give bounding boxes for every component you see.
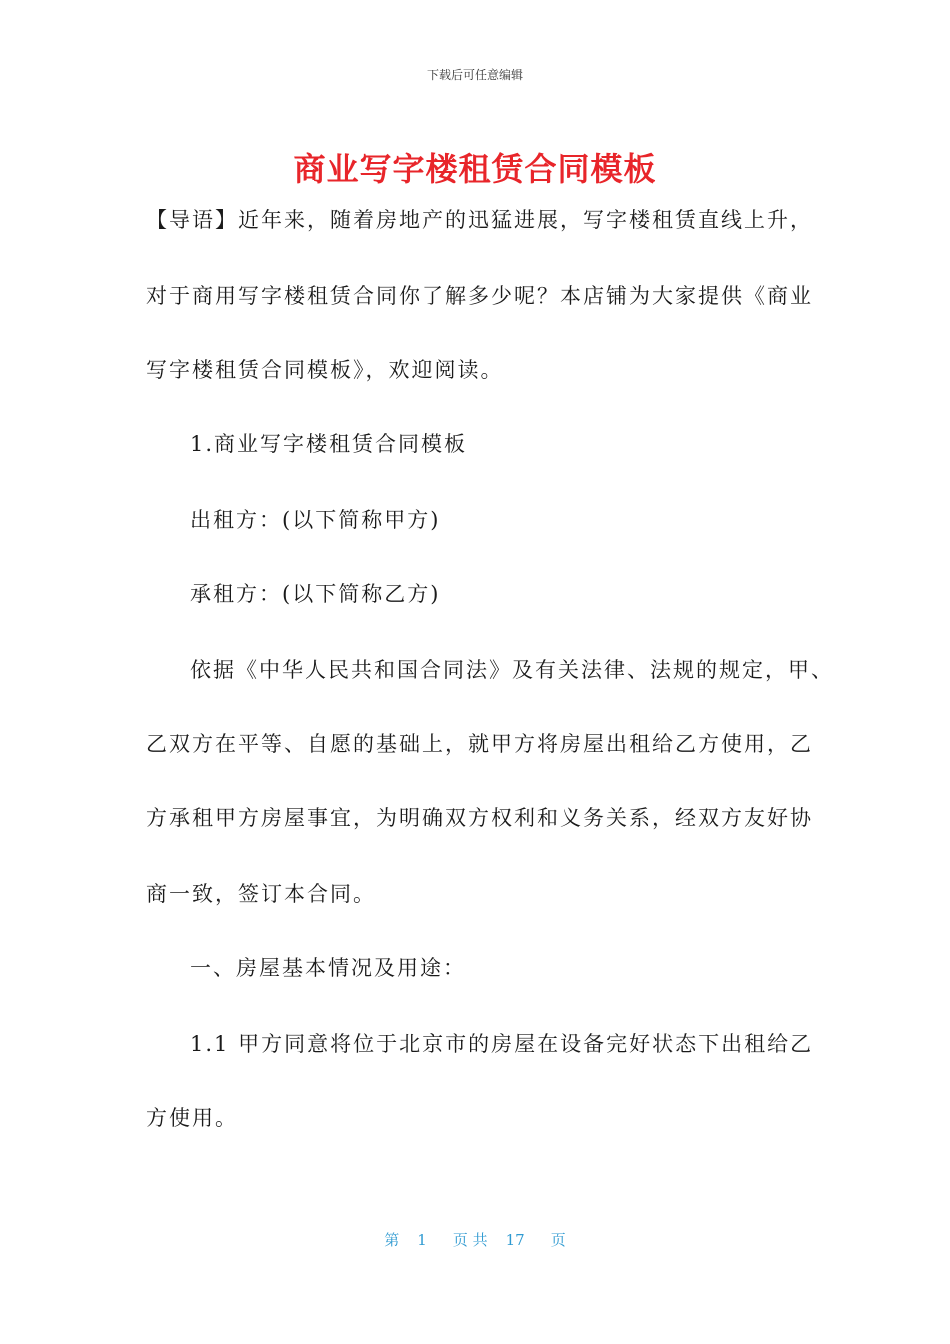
page-header-note: 下载后可任意编辑 — [426, 68, 523, 82]
paragraph-line: 1.1 甲方同意将位于北京市的房屋在设备完好状态下出租给乙 — [190, 1032, 814, 1056]
paragraph-line: 乙双方在平等、自愿的基础上，就甲方将房屋出租给乙方使用，乙 — [146, 732, 813, 756]
section-heading: 1.商业写字楼租赁合同模板 — [190, 432, 468, 456]
page-footer — [0, 1229, 950, 1250]
paragraph-line: 【导语】近年来，随着房地产的迅猛进展，写字楼租赁直线上升， — [146, 208, 813, 232]
footer-current-page: 1 — [417, 1231, 427, 1249]
footer-page-suffix: 页 — [550, 1231, 566, 1249]
section-heading: 一、房屋基本情况及用途： — [190, 956, 466, 980]
footer-page-prefix: 第 — [384, 1231, 400, 1249]
paragraph-line: 承租方：(以下简称乙方) — [190, 582, 441, 606]
paragraph-line: 写字楼租赁合同模板》，欢迎阅读。 — [146, 358, 504, 382]
paragraph-line: 方承租甲方房屋事宜，为明确双方权利和义务关系，经双方友好协 — [146, 806, 813, 830]
paragraph-line: 依据《中华人民共和国合同法》及有关法律、法规的规定，甲、 — [190, 658, 834, 682]
footer-total-pages: 17 — [505, 1231, 525, 1249]
document-title: 商业写字楼租赁合同模板 — [293, 150, 657, 188]
paragraph-line: 商一致，签订本合同。 — [146, 882, 376, 906]
paragraph-line: 方使用。 — [146, 1106, 238, 1130]
paragraph-line: 对于商用写字楼租赁合同你了解多少呢？本店铺为大家提供《商业 — [146, 284, 813, 308]
footer-page-mid: 页 共 — [452, 1231, 488, 1249]
paragraph-line: 出租方：(以下简称甲方) — [190, 508, 441, 532]
